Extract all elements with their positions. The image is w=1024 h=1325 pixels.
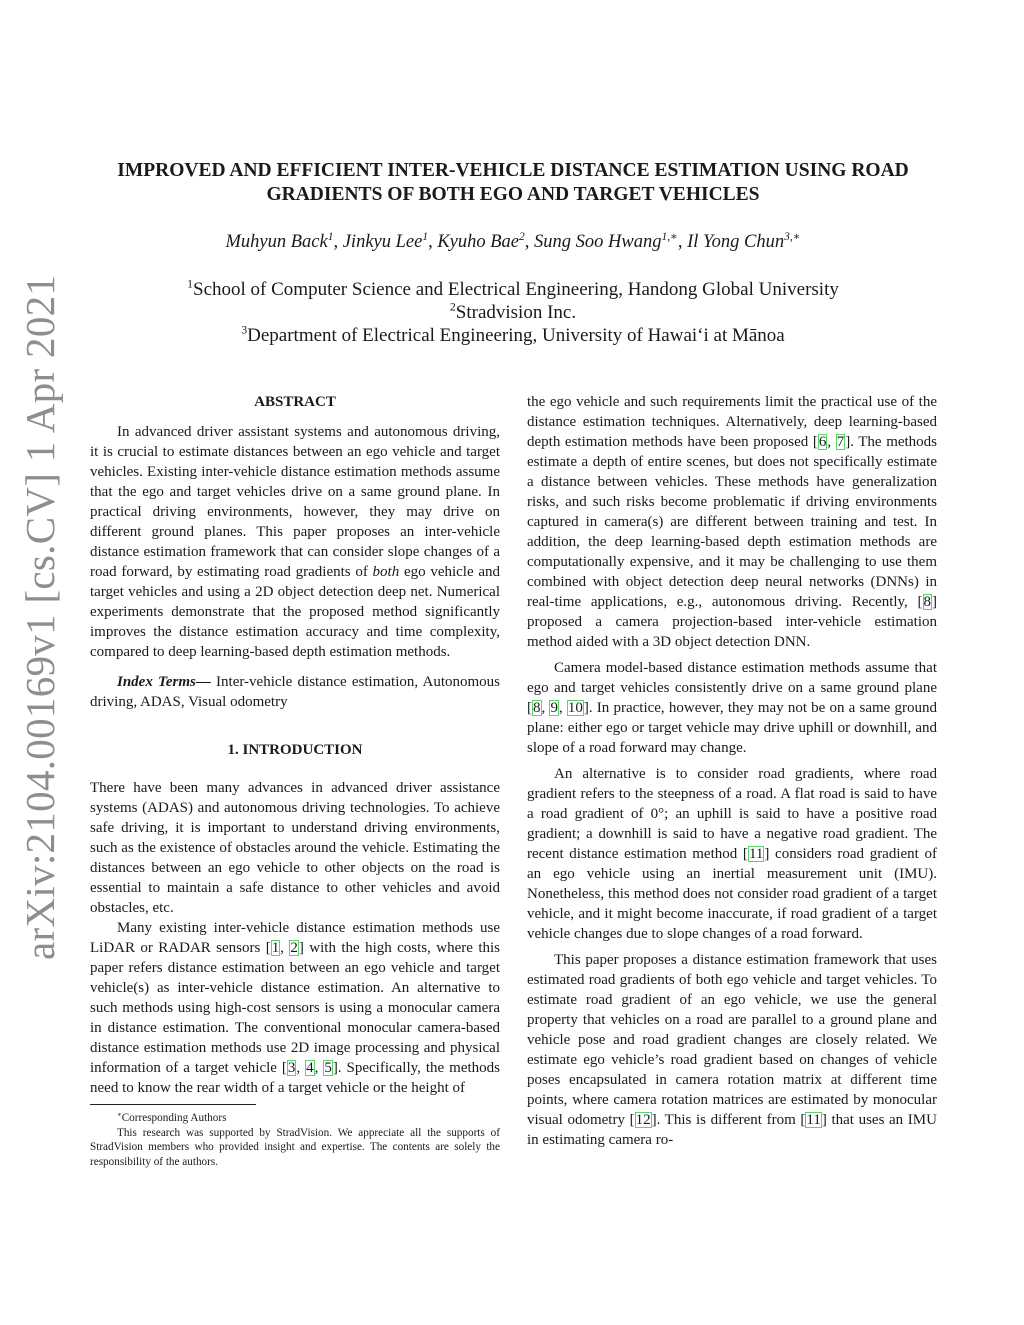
paper-title — [90, 159, 936, 207]
affiliation-text: School of Computer Science and Electrical Engineering, Handong Global University — [193, 279, 839, 300]
right-column — [527, 392, 937, 1150]
text-run: , — [314, 1060, 324, 1076]
citation-link[interactable]: 12 — [635, 1112, 651, 1128]
citation-link[interactable]: 1 — [271, 940, 280, 956]
citation-link[interactable]: 8 — [923, 594, 931, 610]
citation-link[interactable]: 5 — [324, 1060, 332, 1076]
author-list: Muhyun Back$^1$, Jinkyu Lee$^1$, Kyuho Bae$^2$, Sung Soo Hwang$^{1,∗}$, Il Yong Chun$^{3,∗}$ — [225, 230, 801, 252]
author-sup: 3,∗ — [784, 230, 801, 243]
author-name: Kyuho Bae — [437, 232, 520, 252]
footnote-rule — [90, 1104, 256, 1105]
footnote-star: ∗ — [117, 1110, 122, 1119]
index-terms — [90, 672, 500, 712]
text-run: , — [541, 700, 550, 716]
author-name: Sung Soo Hwang — [534, 232, 662, 252]
index-terms-text: Inter-vehicle distance estimation, Autonomous driving, ADAS, Visual odometry — [90, 674, 500, 710]
text-run: ] proposed a camera projection-based inter-vehicle estimation method aided with a 3D object detection DNN. — [527, 594, 937, 650]
citation-link[interactable]: 9 — [550, 700, 558, 716]
text-run: , — [280, 940, 290, 956]
right-paragraph-3 — [527, 764, 937, 944]
affiliation-2 — [90, 301, 936, 324]
footnote-corresponding-text: Corresponding Authors — [121, 1112, 227, 1124]
text-run: ] with the high costs, where this paper refers distance estimation between an ego vehicle and target vehicle(s) as inter-vehicle distance estimation. An alternative to such methods using high-cost sensors is using a monocular camera in distance estimation. The conventional monocular camera-based distance estimation methods use 2D image processing and physical information of a target vehicle [ — [90, 940, 500, 1076]
index-terms-label: Index Terms— — [117, 674, 211, 690]
text-run: ]. This is different from [ — [651, 1112, 806, 1128]
arxiv-side-stamp: arXiv:2104.00169v1 [cs.CV] 1 Apr 2021 — [17, 274, 63, 960]
abstract-heading: ABSTRACT — [254, 394, 336, 410]
citation-link[interactable]: 3 — [287, 1060, 296, 1076]
text-run: , — [558, 700, 567, 716]
text-run: ]. Specifically, the methods need to know the rear width of a target vehicle or the height of — [90, 1060, 500, 1096]
text-run: ] that uses an IMU in estimating camera ro- — [527, 1112, 937, 1148]
text-run: the ego vehicle and such requirements limit the practical use of the distance estimation techniques. Alternatively, deep learning-based depth estimation methods have been proposed [ — [527, 394, 937, 450]
introduction-heading: 1. INTRODUCTION — [227, 742, 363, 758]
left-column — [90, 392, 500, 1169]
abstract-emphasis: both — [372, 564, 400, 580]
author-sup: 1 — [327, 230, 334, 243]
affiliation-3 — [90, 324, 936, 347]
author-name: Muhyun Back — [225, 232, 328, 252]
text-run: , — [827, 434, 836, 450]
affiliation-sup: 3 — [241, 323, 248, 337]
affiliation-text: Stradvision Inc. — [455, 302, 577, 323]
citation-link[interactable]: 8 — [533, 700, 541, 716]
author-sup: 1 — [422, 230, 429, 243]
author-sup: 2 — [519, 230, 525, 243]
intro-paragraph-1: There have been many advances in advanced driver assistance systems (ADAS) and autonomous driving technologies. To achieve safe driving, it is important to understand driving environments, such as the existence of obstacles around the vehicle. Estimating the distances between an ego vehicle to other objects on the road is essential to maintain a safe distance to other vehicles and avoid obstacles, etc. — [90, 780, 500, 916]
title-line-1: IMPROVED AND EFFICIENT INTER-VEHICLE DISTANCE ESTIMATION USING ROAD — [117, 160, 909, 181]
author-sup: 1,∗ — [661, 230, 678, 243]
footnote-corresponding — [90, 1111, 500, 1126]
citation-link[interactable]: 7 — [836, 434, 845, 450]
abstract-text-b: ego vehicle and target vehicles and using a 2D object detection deep net. Numerical experiments demonstrate that the proposed method significantly improves the distance estimation accuracy and time complexity, compared to deep learning-based depth estimation methods. — [90, 564, 501, 660]
abstract-text-a: In advanced driver assistant systems and autonomous driving, it is crucial to estimate distances between an ego vehicle and target vehicles. Existing inter-vehicle distance estimation methods assume that the ego and target vehicles drive on a same ground plane. In practical driving environments, however, they may drive on different ground planes. This paper proposes an inter-vehicle distance estimation framework that can consider slope changes of a road forward, by estimating road gradients of — [90, 424, 500, 580]
affiliation-1 — [90, 278, 936, 301]
text-run: , — [296, 1060, 306, 1076]
citation-link[interactable]: 4 — [306, 1060, 314, 1076]
author-name: Jinkyu Lee — [342, 232, 423, 252]
intro-paragraph-2 — [90, 918, 500, 1098]
citation-link[interactable]: 10 — [567, 700, 583, 716]
text-run: ]. The methods estimate a depth of entire scenes, but does not specifically estimate a distance between vehicles. These methods have generalization risks, and such risks become problematic if driving environments captured in camera(s) are different between training and test. In addition, the deep learning-based depth estimation methods are computationally expensive, and it may be challenging to use them combined with object detection deep neural networks (DNNs) in real-time applications, e.g., autonomous driving. Recently, [ — [527, 434, 938, 610]
affiliation-text: Department of Electrical Engineering, University of Hawai‘i at Mānoa — [247, 325, 785, 346]
text-run: This paper proposes a distance estimation framework that uses estimated road gradients of both ego vehicle and target vehicles. To estimate road gradient of an ego vehicle, we use the general property that vehicles on a road are parallel to a ground plane and vehicle pose and road gradient changes are closely related. We estimate ego vehicle’s road gradient based on changes of vehicle poses encapsulated in camera rotation matrix at different time points, where camera rotation matrices are estimated by monocular visual odometry [ — [527, 952, 937, 1128]
affiliation-sup: 2 — [449, 300, 456, 314]
affiliation-sup: 1 — [187, 277, 194, 291]
text-run: An alternative is to consider road gradients, where road gradient refers to the steepness of a road. A flat road is said to have a road gradient of 0°; an uphill is said to have a positive road gradient; a downhill is said to have a negative road gradient. The recent distance estimation method [ — [527, 766, 937, 862]
text-run: Camera model-based distance estimation methods assume that ego and target vehicles consistently drive on a same ground plane [ — [527, 660, 937, 716]
citation-link[interactable]: 11 — [806, 1112, 821, 1128]
title-line-2: GRADIENTS OF BOTH EGO AND TARGET VEHICLES — [266, 184, 760, 205]
text-run: ]. In practice, however, they may not be on a same ground plane: either ego or target vehicle may drive uphill or downhill, and slope of a road forward may change. — [527, 700, 938, 756]
abstract-paragraph — [90, 422, 500, 662]
citation-link[interactable]: 2 — [290, 940, 298, 956]
right-paragraph-1 — [527, 392, 937, 652]
footnote-support: This research was supported by StradVision. We appreciate all the supports of StradVision members who provided insight and expertise. The contents are solely the responsibility of the authors. — [90, 1126, 500, 1168]
citation-link[interactable]: 6 — [818, 434, 827, 450]
citation-link[interactable]: 11 — [748, 846, 764, 862]
right-paragraph-4 — [527, 950, 937, 1150]
right-paragraph-2 — [527, 658, 937, 758]
text-run: Many existing inter-vehicle distance estimation methods use LiDAR or RADAR sensors [ — [90, 920, 500, 956]
text-run: ] considers road gradient of an ego vehicle using an inertial measurement unit (IMU). Nonetheless, this method does not consider road gradient of a target vehicle, and it might become inaccurate, if road gradient of a target vehicle changes due to slope changes of a road forward. — [527, 846, 937, 942]
author-name: Il Yong Chun — [687, 232, 785, 252]
